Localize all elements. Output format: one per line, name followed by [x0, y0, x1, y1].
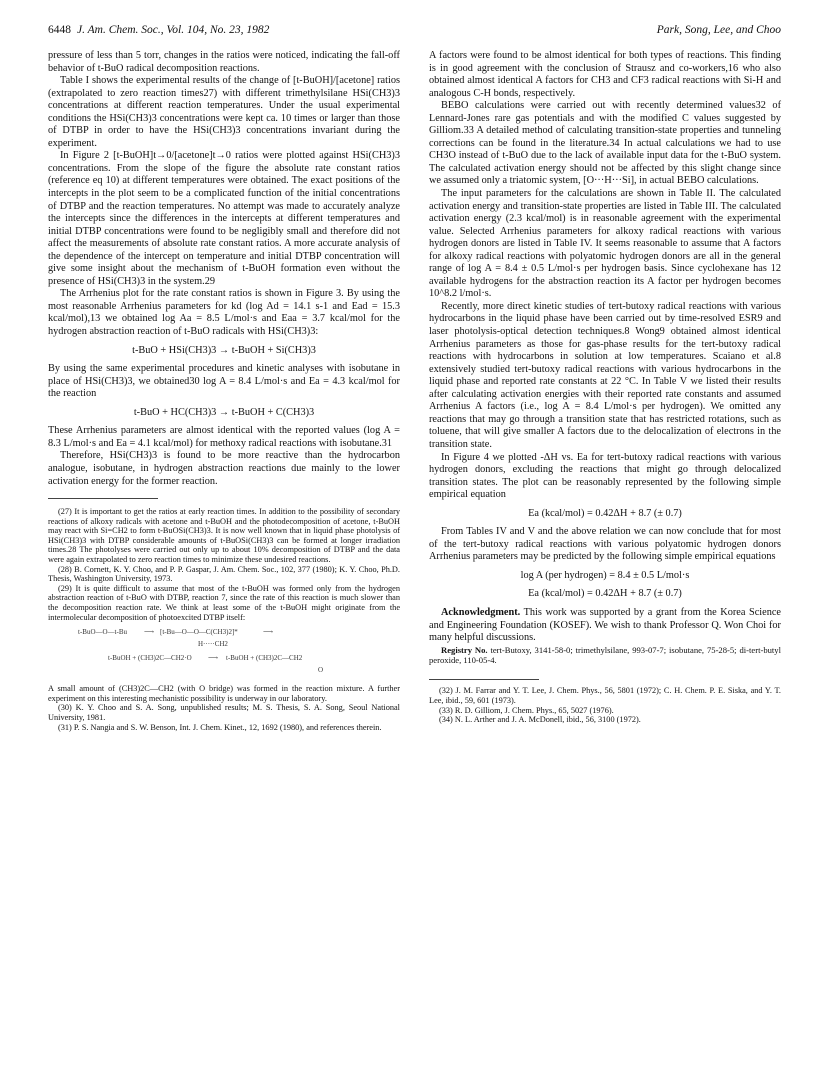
footnote-29: (29) It is quite difficult to assume that most of the t-BuOH was formed only from the hydrogen abstraction reaction of t-BuO with DTBP, reaction 7, since the rate of this reaction is much slower than the decomposition reaction rate. We think at least some of the t-BuOH might originate from the intermolecular decomposition of photoexcited DTBP itself: — [48, 583, 400, 622]
footnote-34: (34) N. L. Arther and J. A. McDonell, ibid., 56, 3100 (1972). — [439, 715, 641, 725]
paragraph: Table I shows the experimental results of the change of [t-BuOH]/[acetone] ratios (extrapolated to zero reaction times27) with different trimethylsilane HSi(CH3)3 concentrations at different reaction temperatures. Under the usual experimental conditions the HSi(CH3)3 concentrations were kept ca. 10 times or larger than those of DTBP in order to have the HSi(CH3)3 concentrations invariant during the experiment. — [48, 75, 400, 149]
footnote-31: (31) P. S. Nangia and S. W. Benson, Int. J. Chem. Kinet., 12, 1692 (1980), and references therein. — [58, 722, 382, 732]
footnote-27: (27) It is important to get the ratios at early reaction times. In addition to the possibility of secondary reactions of alkoxy radicals with acetone and t-BuOH and the photodecomposition of acetone, t-BuOH may react with Si=CH2 to form t-BuOSi(CH3)3. It is now well known that in liquid phase photolysis of HSi(CH3)3 with DTBP considerable amounts of t-BuOSi(CH3)3 can be formed at longer irradiation times.28 The photolyses were carried out only up to about 10% decomposition of DTBP and the data were again extrapolated to zero reaction times to minimize these undesired reactions. — [48, 507, 400, 565]
footnote-29-continued: A small amount of (CH3)2C—CH2 (with O bridge) was formed in the reaction mixture. A further experiment on this interesting mechanistic possibility is underway in our laboratory. — [48, 684, 400, 703]
scheme-reactant: t-BuO—O—t-Bu — [78, 628, 127, 637]
scheme-intermediate: [t-Bu—O—O—C(CH3)2]* — [160, 628, 238, 637]
arrow-icon: ⟶ — [208, 654, 219, 663]
paragraph: The input parameters for the calculations are shown in Table II. The calculated activation energy and transition-state properties are listed in Table III. The calculated activation energy (2.3 kcal/mol) is in reasonable agreement with the experimental value. Selected Arrhenius parameters for alkoxy radical reactions with various hydrogen donors are listed in Table IV. It seems reasonable to assume that A factors for alkoxy radical reactions with polyatomic hydrogen donors are all in the general range of log A = 8.4 ± 0.5 L/mol·s per hydrogen basis. Since cyclohexane has 12 available hydrogens for the abstraction reaction its A factor per hydrogen becomes 10^8.2 l/mol·s. — [429, 188, 781, 300]
paragraph: In Figure 2 [t-BuOH]t→0/[acetone]t→0 ratios were plotted against HSi(CH3)3 concentrations. From the slope of the figure the absolute rate constant ratios (reference eq 10) at different temperatures were obtained. The exact positions of the intercepts in the plot seem to be a complicated function of the initial concentrations of DTBP and the reaction temperatures. No attempt was made to accurately analyze the intercepts since the differences in the intercepts at different temperatures and initial DTBP concentrations were found to be negligibly small and therefore did not affect the measurements of absolute rate constant ratios. A more accurate analysis of the dependence of the intercept on temperature and initial DTBP concentration will give some insight about the mechanism of t-BuOH formation even without the presence of HSi(CH3)3 in the system.29 — [48, 150, 400, 287]
equation: Ea (kcal/mol) = 0.42ΔH + 8.7 (± 0.7) — [528, 507, 682, 519]
running-header — [48, 24, 781, 40]
registry-heading: Registry No. — [441, 644, 488, 655]
footnote-divider — [48, 498, 158, 499]
paragraph: pressure of less than 5 torr, changes in the ratios were noticed, indicating the fall-off behavior of t-BuO radical decomposition reactions. — [48, 50, 400, 74]
paragraph: These Arrhenius parameters are almost identical with the reported values (log A = 8.3 L/mol·s and Ea = 4.1 kcal/mol) for methoxy radical reactions with isobutane.31 — [48, 425, 400, 449]
journal-citation: J. Am. Chem. Soc., Vol. 104, No. 23, 1982 — [77, 24, 270, 36]
footnote-30: (30) K. Y. Choo and S. A. Song, unpublished results; M. S. Thesis, S. A. Song, Seoul National University, 1981. — [48, 703, 400, 722]
paragraph: Recently, more direct kinetic studies of tert-butoxy radical reactions with various hydrocarbons in the liquid phase have been carried out by time-resolved ESR9 and laser photolysis-optical detection techniques.8 Wong9 obtained almost identical Arrhenius parameters as those for gas-phase results for the tert-butoxy radical reactions with hydrocarbons in solution at low temperatures. Scaiano et al.8 extensively studied tert-butoxy radical reactions with various hydrocarbons in the liquid phase and reported rate constants at 22 °C. In Table V we listed their results after calculating activation energies with their reported rate constants and assumed Arrhenius A factors (i.e., log A = 8.4 L/mol·s per hydrogen). We omitted any reactions that may go through a transition state that has restricted rotations, such as toluene, that will give smaller A factors due to the delocalization of electrons in the transition state. — [429, 300, 781, 450]
equation: log A (per hydrogen) = 8.4 ± 0.5 L/mol·s — [520, 569, 690, 581]
scheme-transition: H·····CH2 — [198, 640, 228, 649]
registry-numbers — [429, 645, 781, 666]
paragraph: The Arrhenius plot for the rate constant ratios is shown in Figure 3. By using the most reasonable Arrhenius parameters for kd (log Ad = 14.1 s-1 and Ead = 15.3 kcal/mol),13 we obtained log Aa = 8.5 L/mol·s and Eaa = 3.7 kcal/mol for the hydrogen abstraction reaction of t-BuO radicals with HSi(CH3)3: — [48, 288, 400, 338]
acknowledgment — [429, 607, 781, 645]
footnote-28: (28) B. Cornett, K. Y. Choo, and P. P. Gaspar, J. Am. Chem. Soc., 102, 377 (1980); K. Y. Choo, Ph.D. Thesis, Washington University, 1973. — [48, 564, 400, 584]
paragraph: From Tables IV and V and the above relation we can now conclude that for most of the tert-butoxy radical reactions with various polyatomic hydrogen donors Arrhenius parameters may be predicted by the following simple empirical equations — [429, 526, 781, 563]
footnote-33: (33) R. D. Gilliom, J. Chem. Phys., 65, 5027 (1976). — [439, 705, 614, 715]
paragraph: A factors were found to be almost identical for both types of reactions. This finding is in good agreement with the conclusion of Strausz and co-workers,16 who also obtained almost identical A factors for CH3 and CF3 radical reactions with Si-H and analogous C-H bonds, respectively. — [429, 50, 781, 99]
scheme-product-1: t-BuOH + (CH3)2C—CH2·O — [108, 654, 192, 663]
arrow-icon: ⟶ — [144, 628, 155, 637]
scheme-epoxide-o: O — [318, 666, 324, 675]
header-left — [48, 24, 269, 36]
equation: Ea (kcal/mol) = 0.42ΔH + 8.7 (± 0.7) — [528, 588, 682, 600]
paragraph: Therefore, HSi(CH3)3 is found to be more reactive than the hydrocarbon analogue, isobutane, in hydrogen abstraction reactions due mainly to the lower activation energy for the former reaction. — [48, 450, 400, 487]
footnotes — [429, 686, 781, 724]
left-column — [48, 50, 400, 732]
right-column — [429, 50, 781, 725]
footnote-32: (32) J. M. Farrar and Y. T. Lee, J. Chem. Phys., 56, 5801 (1972); C. H. Chem. P. E. Siska, and Y. T. Lee, ibid., 59, 601 (1973). — [429, 686, 781, 706]
acknowledgment-text: This work was supported by a grant from the Korea Science and Engineering Foundation (KOSEF). We wish to thank Professor Q. Won Choi for many helpful discussions. — [429, 606, 782, 644]
arrow-icon: ⟶ — [263, 628, 274, 637]
page-number: 6448 — [48, 24, 71, 36]
footnotes — [48, 507, 400, 732]
paragraph: By using the same experimental procedures and kinetic analyses with isobutane in place of HSi(CH3)3, we obtained30 log A = 8.4 L/mol·s and Ea = 4.3 kcal/mol for the reaction — [48, 363, 400, 400]
registry-text: tert-Butoxy, 3141-58-0; trimethylsilane, 993-07-7; isobutane, 75-28-5; di-tert-butyl peroxide, 110-05-4. — [429, 644, 781, 666]
equation: t-BuO + HSi(CH3)3 → t-BuOH + Si(CH3)3 — [132, 344, 316, 356]
footnote-divider — [429, 679, 539, 680]
paragraph: BEBO calculations were carried out with recently determined values32 of Lennard-Jones rare gas potentials and with the modified C values suggested by Gilliom.33 A detailed method of calculating transition-state properties and tunneling corrections can be found in the literature.34 In actual calculations we had to use CH3O instead of t-BuO due to the lack of available input data for the t-BuO system. The calculated activation energy should not be affected by this slight change since we assumed only a triatomic system, [O···H···Si], in actual BEBO calculations. — [429, 100, 781, 187]
header-authors: Park, Song, Lee, and Choo — [656, 24, 781, 36]
paragraph: In Figure 4 we plotted -ΔH vs. Ea for tert-butoxy radical reactions with various hydrogen donors, excluding the reactions that might go through delocalized transition states. The plot can be reasonably represented by the following simple empirical equation — [429, 451, 781, 501]
scheme-product-2: t-BuOH + (CH3)2C—CH2 — [226, 654, 303, 663]
acknowledgment-heading: Acknowledgment. — [441, 606, 521, 618]
equation: t-BuO + HC(CH3)3 → t-BuOH + C(CH3)3 — [133, 406, 315, 418]
reaction-scheme — [48, 626, 400, 678]
